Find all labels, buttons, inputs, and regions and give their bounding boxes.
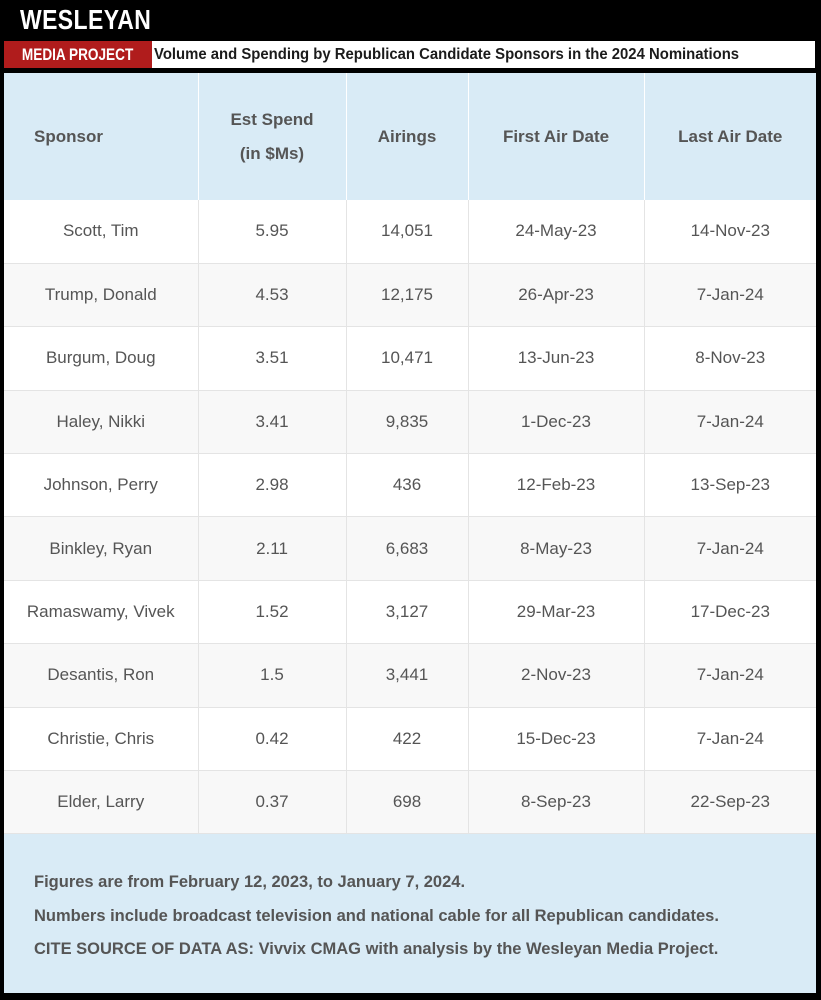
header-sponsor: Sponsor	[4, 73, 198, 200]
cell-sponsor: Christie, Chris	[4, 707, 198, 770]
header	[0, 0, 821, 68]
cell-first-air-date: 24-May-23	[468, 200, 644, 263]
footnote-date-range: Figures are from February 12, 2023, to January 7, 2024.	[34, 873, 466, 891]
header-est-spend-line2: (in $Ms)	[239, 143, 305, 163]
table-row	[4, 200, 816, 263]
cell-airings: 422	[346, 707, 468, 770]
cell-sponsor: Burgum, Doug	[4, 327, 198, 390]
cell-airings: 9,835	[346, 390, 468, 453]
cell-first-air-date: 2-Nov-23	[468, 644, 644, 707]
cell-est-spend: 3.41	[198, 390, 346, 453]
logo-band-text: MEDIA PROJECT	[22, 44, 134, 64]
cell-sponsor: Elder, Larry	[4, 771, 198, 834]
cell-airings: 3,441	[346, 644, 468, 707]
cell-last-air-date: 14-Nov-23	[644, 200, 816, 263]
header-first-air-date: First Air Date	[468, 73, 644, 200]
cell-last-air-date: 7-Jan-24	[644, 644, 816, 707]
data-panel	[4, 73, 816, 993]
cell-sponsor: Scott, Tim	[4, 200, 198, 263]
cell-sponsor: Johnson, Perry	[4, 454, 198, 517]
table-row	[4, 454, 816, 517]
cell-first-air-date: 12-Feb-23	[468, 454, 644, 517]
cell-est-spend: 0.42	[198, 707, 346, 770]
footnote-coverage: Numbers include broadcast television and national cable for all Republican candidates.	[34, 906, 719, 925]
table-row	[4, 580, 816, 643]
cell-est-spend: 2.98	[198, 454, 346, 517]
cell-airings: 436	[346, 454, 468, 517]
footnote-citation: CITE SOURCE OF DATA AS: Vivvix CMAG with analysis by the Wesleyan Media Project.	[34, 940, 719, 958]
cell-sponsor: Haley, Nikki	[4, 390, 198, 453]
cell-airings: 3,127	[346, 580, 468, 643]
table-row	[4, 771, 816, 834]
logo-wesleyan: WESLEYAN	[20, 4, 152, 35]
cell-first-air-date: 26-Apr-23	[468, 263, 644, 326]
cell-sponsor: Desantis, Ron	[4, 644, 198, 707]
table-row	[4, 390, 816, 453]
cell-airings: 10,471	[346, 327, 468, 390]
cell-last-air-date: 7-Jan-24	[644, 517, 816, 580]
cell-airings: 12,175	[346, 263, 468, 326]
table-row	[4, 517, 816, 580]
table-row	[4, 327, 816, 390]
cell-est-spend: 4.53	[198, 263, 346, 326]
cell-sponsor: Binkley, Ryan	[4, 517, 198, 580]
header-est-spend	[198, 73, 346, 200]
cell-last-air-date: 22-Sep-23	[644, 771, 816, 834]
page-title-text: Volume and Spending by Republican Candidate Sponsors in the 2024 Nominations	[154, 45, 740, 63]
cell-last-air-date: 7-Jan-24	[644, 707, 816, 770]
cell-first-air-date: 29-Mar-23	[468, 580, 644, 643]
cell-first-air-date: 1-Dec-23	[468, 390, 644, 453]
cell-est-spend: 0.37	[198, 771, 346, 834]
cell-airings: 14,051	[346, 200, 468, 263]
cell-airings: 698	[346, 771, 468, 834]
cell-first-air-date: 15-Dec-23	[468, 707, 644, 770]
cell-est-spend: 3.51	[198, 327, 346, 390]
table-header-row	[4, 73, 816, 200]
cell-first-air-date: 13-Jun-23	[468, 327, 644, 390]
cell-first-air-date: 8-May-23	[468, 517, 644, 580]
page-title	[152, 41, 815, 68]
cell-first-air-date: 8-Sep-23	[468, 771, 644, 834]
cell-est-spend: 2.11	[198, 517, 346, 580]
cell-last-air-date: 8-Nov-23	[644, 327, 816, 390]
header-est-spend-line1: Est Spend	[230, 109, 314, 129]
cell-last-air-date: 17-Dec-23	[644, 580, 816, 643]
cell-sponsor: Ramaswamy, Vivek	[4, 580, 198, 643]
cell-airings: 6,683	[346, 517, 468, 580]
logo-media-project	[4, 41, 152, 68]
cell-last-air-date: 7-Jan-24	[644, 390, 816, 453]
table-row	[4, 707, 816, 770]
cell-est-spend: 1.52	[198, 580, 346, 643]
cell-last-air-date: 7-Jan-24	[644, 263, 816, 326]
header-last-air-date: Last Air Date	[644, 73, 816, 200]
cell-est-spend: 1.5	[198, 644, 346, 707]
sponsor-table	[4, 73, 816, 834]
header-airings: Airings	[346, 73, 468, 200]
cell-est-spend: 5.95	[198, 200, 346, 263]
cell-last-air-date: 13-Sep-23	[644, 454, 816, 517]
cell-sponsor: Trump, Donald	[4, 263, 198, 326]
table-row	[4, 644, 816, 707]
table-row	[4, 263, 816, 326]
footnote-box	[4, 834, 816, 993]
